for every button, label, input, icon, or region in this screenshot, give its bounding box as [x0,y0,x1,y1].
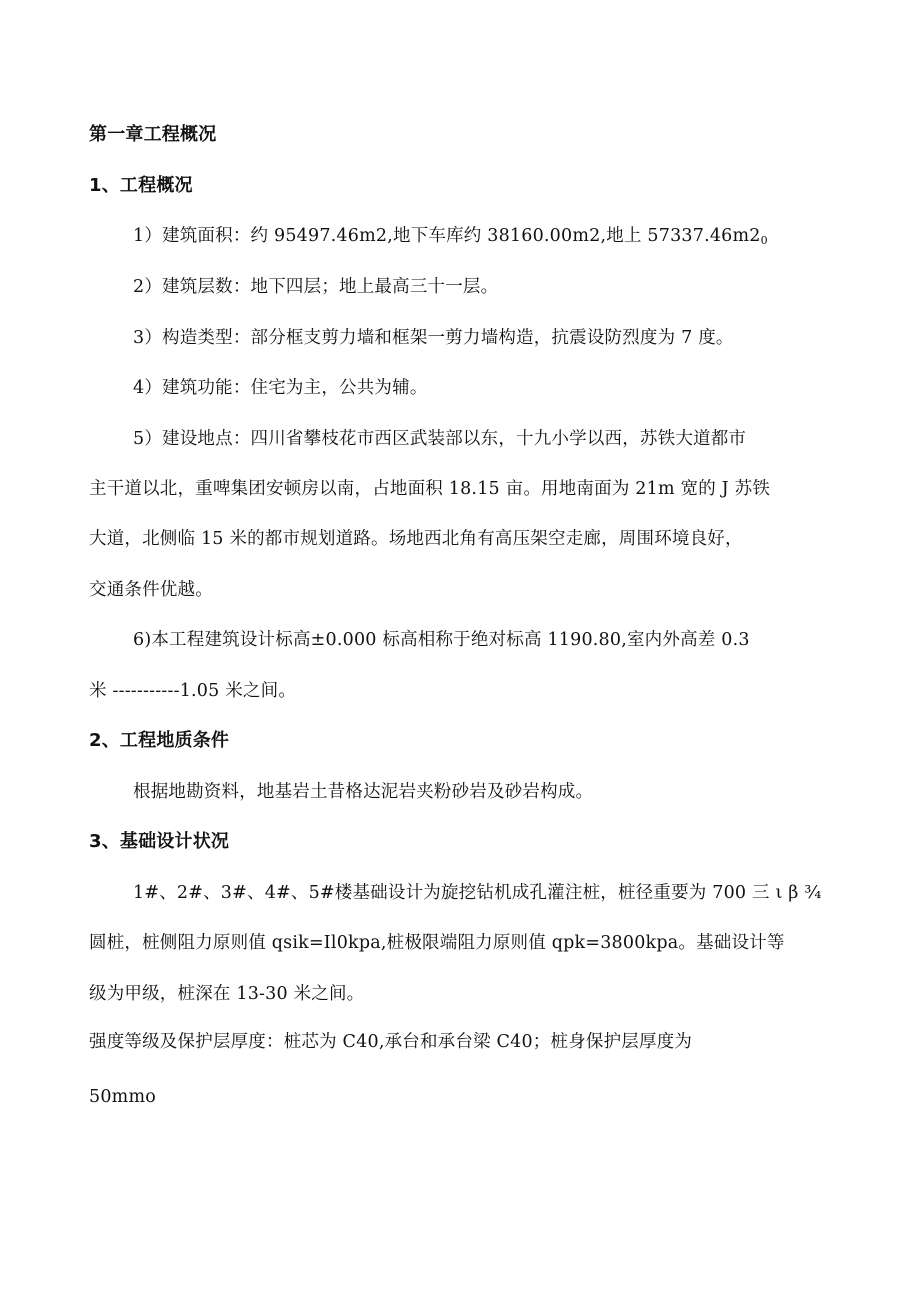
section-3-line-5: 50mmo [89,1087,156,1107]
item-5-location-line-2: 主干道以北，重啤集团安顿房以南，占地面积 18.15 亩。用地南面为 21m 宽的 J 苏铁 [89,479,771,499]
section-3-line-1: 1#、2#、3#、4#、5#楼基础设计为旋挖钻机成孔灌注桩，桩径重要为 700 三 ι β ¾ [133,883,822,903]
item-3-structure-type: 3）构造类型：部分框支剪力墙和框架一剪力墙构造，抗震设防烈度为 7 度。 [133,328,734,348]
section-3-line-2: 圆桩，桩侧阻力原则值 qsik=Il0kpa,桩极限端阻力原则值 qpk=3800kpa。基础设计等 [89,933,785,953]
section-3-heading: 3、基础设计状况 [89,831,230,852]
section-2-text: 根据地勘资料，地基岩土昔格达泥岩夹粉砂岩及砂岩构成。 [133,782,594,802]
item-4-function: 4）建筑功能：住宅为主，公共为辅。 [133,378,428,398]
item-5-location-line-4: 交通条件优越。 [89,580,213,600]
section-3-line-3: 级为甲级，桩深在 13-30 米之间。 [89,984,365,1004]
section-2-heading: 2、工程地质条件 [89,730,230,751]
section-3-line-4: 强度等级及保护层厚度：桩芯为 C40,承台和承台梁 C40；桩身保护层厚度为 [89,1032,693,1052]
item-1-subscript: 0 [760,234,768,247]
item-5-location-line-3: 大道，北侧临 15 米的都市规划道路。场地西北角有高压架空走廊，周围环境良好， [89,529,743,549]
item-6-elevation-line-1: 6)本工程建筑设计标高±0.000 标高相称于绝对标高 1190.80,室内外高差 0.3 [133,630,750,650]
item-2-floors: 2）建筑层数：地下四层；地上最高三十一层。 [133,277,499,297]
item-6-elevation-line-2: 米 -----------1.05 米之间。 [89,681,297,701]
item-1-text: 1）建筑面积：约 95497.46m2,地下车库约 38160.00m2,地上 57337.46m2 [133,226,761,246]
chapter-title: 第一章工程概况 [89,124,217,145]
item-1-building-area [133,224,768,253]
section-1-heading: 1、工程概况 [89,175,193,196]
item-5-location-line-1: 5）建设地点：四川省攀枝花市西区武装部以东，十九小学以西，苏铁大道都市 [133,429,747,449]
